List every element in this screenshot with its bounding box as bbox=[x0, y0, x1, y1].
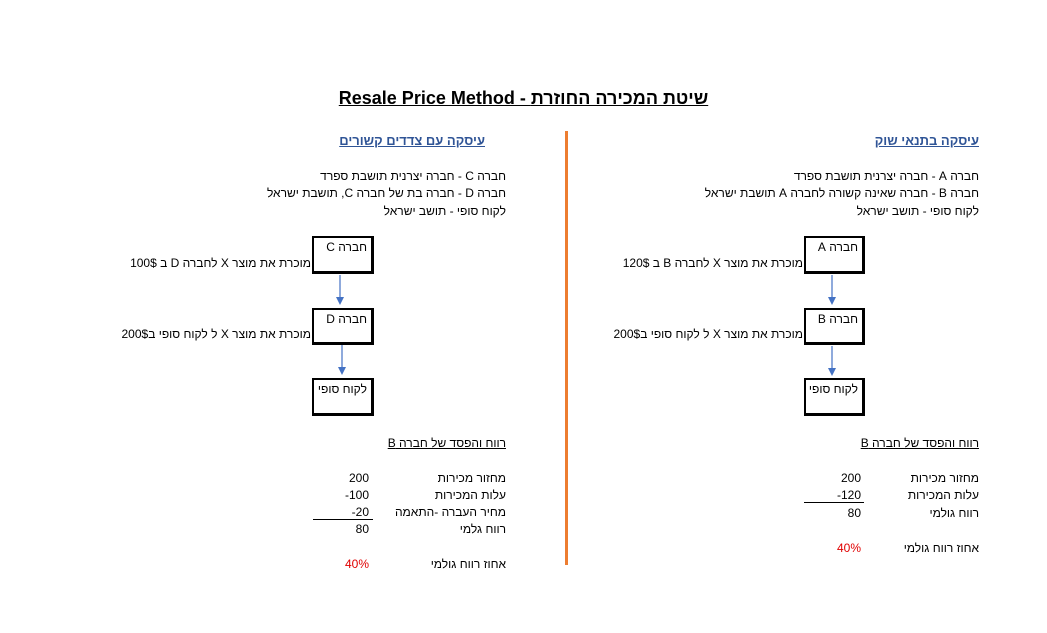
left-pnl-row-1-value: 200 bbox=[348, 471, 369, 485]
left-box-company-d-label: חברה D bbox=[326, 312, 367, 326]
right-pnl-row-2-label: עלות המכירות bbox=[907, 488, 979, 502]
right-pnl-row-2-value: -120 bbox=[836, 488, 861, 502]
left-box-end-customer-label: לקוח סופי bbox=[317, 382, 367, 396]
left-pnl-row-4-label: רווח גלמי bbox=[459, 522, 506, 536]
left-desc-line-3: לקוח סופי - תושב ישראל bbox=[383, 204, 506, 218]
right-pnl-row-3-label: רווח גולמי bbox=[929, 506, 979, 520]
right-section-heading: עיסקה בתנאי שוק bbox=[874, 133, 979, 148]
left-arrow-2 bbox=[337, 345, 347, 377]
right-desc-line-3: לקוח סופי - תושב ישראל bbox=[856, 204, 979, 218]
left-gross-pct-label: אחוז רווח גולמי bbox=[430, 557, 506, 571]
left-gross-pct-value: 40% bbox=[344, 557, 369, 571]
left-arrow-1 bbox=[335, 275, 345, 307]
right-flow-1-text: מוכרת את מוצר X לחברה B ב 120$ bbox=[622, 256, 803, 270]
left-pnl-row-2-label: עלות המכירות bbox=[434, 488, 506, 502]
right-box-company-a bbox=[804, 236, 865, 274]
left-box-company-d bbox=[312, 308, 374, 345]
left-pnl-row-4-value: 80 bbox=[355, 522, 369, 536]
left-desc-line-1: חברה C - חברה יצרנית תושבת ספרד bbox=[320, 169, 506, 183]
right-flow-2-text: מוכרת את מוצר X ל לקוח סופי ב200$ bbox=[613, 327, 803, 341]
right-pnl-row-1-label: מחזור מכירות bbox=[910, 471, 979, 485]
left-flow-1-text: מוכרת את מוצר X לחברה D ב 100$ bbox=[130, 256, 311, 270]
right-box-end-customer bbox=[804, 378, 865, 416]
left-box-company-c-label: חברה C bbox=[326, 240, 367, 254]
left-pnl-row-3-value: -20 bbox=[351, 505, 369, 519]
right-arrow-2 bbox=[827, 346, 837, 378]
right-pnl-sum-rule bbox=[804, 502, 864, 503]
right-desc-line-1: חברה A - חברה יצרנית תושבת ספרד bbox=[793, 169, 979, 183]
left-flow-2-text: מוכרת את מוצר X ל לקוח סופי ב200$ bbox=[121, 327, 311, 341]
right-arrow-1 bbox=[827, 275, 837, 307]
left-pnl-row-2-value: -100 bbox=[344, 488, 369, 502]
left-desc-line-2: חברה D - חברה בת של חברה C, תושבת ישראל bbox=[266, 186, 506, 200]
right-box-company-b-label: חברה B bbox=[817, 312, 858, 326]
left-pnl-row-3-label: מחיר העברה -התאמה bbox=[394, 505, 506, 519]
right-gross-pct-value: 40% bbox=[836, 541, 861, 555]
right-box-company-a-label: חברה A bbox=[817, 240, 858, 254]
right-box-end-customer-label: לקוח סופי bbox=[808, 382, 858, 396]
center-divider bbox=[565, 131, 568, 565]
left-pnl-sum-rule bbox=[313, 519, 373, 520]
left-box-company-c bbox=[312, 236, 374, 274]
left-box-end-customer bbox=[312, 378, 374, 416]
left-pnl-title: רווח והפסד של חברה B bbox=[387, 436, 506, 450]
right-box-company-b bbox=[804, 308, 865, 345]
right-pnl-row-1-value: 200 bbox=[840, 471, 861, 485]
right-pnl-title: רווח והפסד של חברה B bbox=[860, 436, 979, 450]
left-section-heading: עיסקה עם צדדים קשורים bbox=[339, 133, 485, 148]
right-gross-pct-label: אחוז רווח גולמי bbox=[903, 541, 979, 555]
right-pnl-row-3-value: 80 bbox=[847, 506, 861, 520]
right-desc-line-2: חברה B - חברה שאינה קשורה לחברה A תושבת ישראל bbox=[704, 186, 979, 200]
page-title: Resale Price Method - שיטת המכירה החוזרת bbox=[338, 88, 709, 108]
left-pnl-row-1-label: מחזור מכירות bbox=[437, 471, 506, 485]
